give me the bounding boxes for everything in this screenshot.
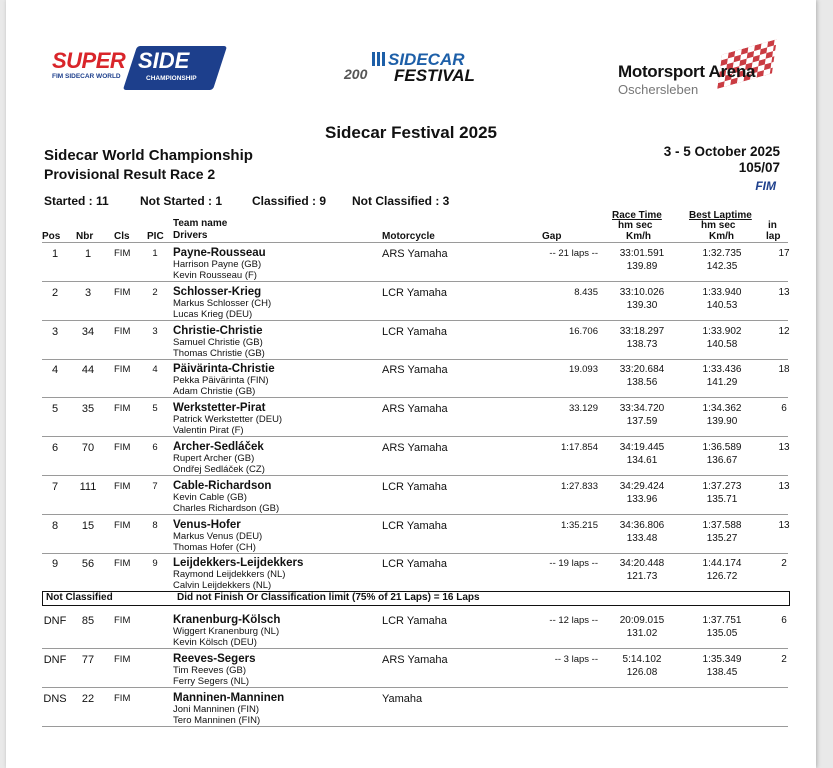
result-number: 34 bbox=[81, 325, 95, 338]
driver-2: Calvin Leijdekkers (NL) bbox=[173, 580, 272, 592]
best-lap-number: 12 bbox=[778, 325, 790, 337]
result-number: 56 bbox=[81, 558, 95, 571]
result-pos: DNS bbox=[43, 692, 67, 705]
race-speed: 138.56 bbox=[626, 377, 658, 389]
result-pos: 7 bbox=[51, 480, 59, 493]
table-row bbox=[42, 610, 788, 649]
result-number: 35 bbox=[81, 403, 95, 416]
result-number: 111 bbox=[79, 480, 97, 493]
result-pos: 9 bbox=[51, 558, 59, 571]
logo-text: SIDECAR bbox=[388, 50, 465, 69]
best-lap-speed: 136.67 bbox=[706, 455, 738, 466]
race-time: 34:19.445 bbox=[619, 442, 665, 453]
best-laptime: 1:36.589 bbox=[702, 442, 742, 453]
result-class: FIM bbox=[114, 692, 131, 704]
race-speed: 137.59 bbox=[626, 416, 658, 428]
document-number: 105/07 bbox=[738, 160, 780, 175]
race-speed: 121.73 bbox=[626, 571, 658, 583]
header-gap: Gap bbox=[542, 231, 562, 242]
header-best-speed-units: Km/h bbox=[709, 231, 734, 242]
best-lap-speed: 135.71 bbox=[706, 493, 738, 505]
best-laptime: 1:33.940 bbox=[702, 286, 742, 298]
best-laptime: 1:33.436 bbox=[702, 364, 742, 376]
best-laptime: 1:37.751 bbox=[702, 615, 742, 626]
team-name: Werkstetter-Pirat bbox=[173, 402, 266, 415]
best-lap-number: 2 bbox=[781, 653, 787, 665]
result-pos: DNF bbox=[43, 653, 67, 666]
result-pos: 1 bbox=[51, 248, 59, 260]
best-lap-number: 2 bbox=[781, 558, 787, 570]
team-name: Leijdekkers-Leijdekkers bbox=[173, 557, 304, 570]
table-row bbox=[42, 282, 788, 321]
race-time: 33:20.684 bbox=[619, 364, 665, 376]
logo-subtext: Oschersleben bbox=[618, 82, 699, 97]
result-gap: 19.093 bbox=[568, 364, 598, 376]
table-row bbox=[42, 688, 788, 727]
result-pos: 5 bbox=[51, 403, 59, 416]
result-pic: 2 bbox=[152, 286, 158, 298]
motorcycle: ARS Yamaha bbox=[382, 248, 448, 260]
table-row bbox=[42, 476, 788, 515]
result-class: FIM bbox=[114, 519, 131, 531]
result-number: 77 bbox=[81, 653, 95, 666]
result-pic: 1 bbox=[152, 248, 158, 259]
result-pos: 2 bbox=[51, 286, 59, 299]
result-gap: -- 12 laps -- bbox=[549, 615, 598, 626]
result-class: FIM bbox=[114, 248, 131, 259]
result-pos: 8 bbox=[51, 519, 59, 532]
result-pic: 4 bbox=[152, 364, 158, 376]
result-number: 22 bbox=[81, 692, 95, 705]
driver-2: Tero Manninen (FIN) bbox=[173, 714, 261, 726]
best-lap-number: 13 bbox=[778, 519, 790, 531]
result-gap: 1:27.833 bbox=[561, 480, 598, 492]
result-class: FIM bbox=[114, 364, 131, 376]
best-lap-number: 6 bbox=[781, 403, 787, 415]
team-name: Archer-Sedláček bbox=[173, 441, 264, 453]
header-team-name: Team name bbox=[173, 218, 228, 229]
stat-started: Started : 11 bbox=[44, 194, 109, 208]
best-lap-speed: 135.27 bbox=[706, 532, 738, 544]
driver-1: Joni Manninen (FIN) bbox=[173, 703, 260, 715]
championship-title: Sidecar World Championship bbox=[44, 147, 253, 164]
race-time: 34:29.424 bbox=[619, 480, 665, 492]
result-number: 1 bbox=[84, 248, 92, 260]
logo-text: SIDE bbox=[138, 48, 190, 73]
logo-stripes bbox=[372, 52, 386, 66]
best-lap-speed: 140.58 bbox=[706, 338, 738, 350]
best-laptime: 1:33.902 bbox=[702, 325, 742, 337]
driver-2: Charles Richardson (GB) bbox=[173, 502, 280, 514]
header-drivers: Drivers bbox=[173, 230, 208, 241]
driver-1: Kevin Cable (GB) bbox=[173, 491, 247, 503]
race-time: 34:20.448 bbox=[619, 558, 665, 570]
table-row bbox=[42, 515, 788, 554]
result-number: 85 bbox=[81, 615, 95, 627]
header-best-lap-units: hm sec bbox=[701, 220, 736, 231]
driver-2: Lucas Krieg (DEU) bbox=[173, 308, 253, 320]
team-name: Christie-Christie bbox=[173, 324, 263, 337]
table-row bbox=[42, 553, 788, 592]
header-motorcycle: Motorcycle bbox=[382, 231, 435, 242]
header-nbr: Nbr bbox=[76, 231, 94, 242]
logo-subtext: FIM SIDECAR WORLD bbox=[52, 73, 121, 80]
motorcycle: ARS Yamaha bbox=[382, 403, 448, 416]
driver-2: Kevin Rousseau (F) bbox=[173, 270, 257, 281]
result-gap: 33.129 bbox=[568, 403, 598, 415]
driver-1: Rupert Archer (GB) bbox=[173, 453, 255, 464]
stat-not-started: Not Started : 1 bbox=[140, 194, 223, 208]
result-title: Provisional Result Race 2 bbox=[44, 166, 216, 182]
logo-number: 200 bbox=[344, 66, 368, 82]
race-speed: 126.08 bbox=[626, 666, 658, 678]
result-pic: 3 bbox=[152, 325, 158, 337]
race-speed: 134.61 bbox=[626, 455, 658, 466]
best-laptime: 1:32.735 bbox=[702, 248, 742, 259]
race-time: 33:18.297 bbox=[619, 325, 665, 337]
sidecar-festival-logo bbox=[342, 50, 492, 90]
result-number: 3 bbox=[84, 286, 92, 299]
event-title: Sidecar Festival 2025 bbox=[324, 123, 497, 142]
fim-logo: FIM bbox=[755, 179, 776, 193]
result-class: FIM bbox=[114, 480, 131, 492]
driver-1: Tim Reeves (GB) bbox=[173, 664, 247, 676]
result-pos: 6 bbox=[51, 442, 59, 454]
driver-1: Harrison Payne (GB) bbox=[173, 259, 262, 270]
team-name: Payne-Rousseau bbox=[173, 247, 266, 259]
driver-1: Raymond Leijdekkers (NL) bbox=[173, 569, 286, 581]
logo-text: FESTIVAL bbox=[394, 66, 475, 85]
header-lap: lap bbox=[766, 231, 781, 242]
result-class: FIM bbox=[114, 286, 131, 298]
driver-2: Thomas Hofer (CH) bbox=[173, 541, 256, 553]
team-name: Päivärinta-Christie bbox=[173, 363, 275, 376]
result-number: 44 bbox=[81, 364, 95, 377]
logo-text: Motorsport Arena bbox=[618, 62, 756, 81]
race-speed: 139.89 bbox=[626, 261, 658, 272]
header-best-lap: Best Laptime bbox=[689, 210, 752, 221]
not-classified-banner bbox=[42, 591, 790, 606]
result-pic: 8 bbox=[152, 519, 158, 531]
race-time: 33:10.026 bbox=[619, 286, 665, 298]
result-pic: 9 bbox=[152, 558, 158, 570]
table-row bbox=[42, 649, 788, 688]
stat-not-classified: Not Classified : 3 bbox=[352, 194, 450, 208]
best-laptime: 1:37.588 bbox=[702, 519, 742, 531]
motorcycle: LCR Yamaha bbox=[382, 480, 448, 493]
motorcycle: LCR Yamaha bbox=[382, 286, 448, 299]
header-pos: Pos bbox=[42, 231, 61, 242]
result-gap: -- 3 laps -- bbox=[554, 653, 598, 665]
result-class: FIM bbox=[114, 442, 131, 453]
race-time: 33:34.720 bbox=[619, 403, 665, 415]
team-name: Schlosser-Krieg bbox=[173, 285, 262, 298]
best-lap-number: 18 bbox=[778, 364, 790, 376]
result-class: FIM bbox=[114, 653, 131, 665]
best-lap-number: 13 bbox=[778, 286, 790, 298]
header-race-speed-units: Km/h bbox=[626, 231, 651, 242]
driver-2: Kevin Kölsch (DEU) bbox=[173, 637, 257, 648]
table-row bbox=[42, 243, 788, 282]
motorsport-arena-logo bbox=[616, 46, 776, 98]
driver-1: Markus Schlosser (CH) bbox=[173, 297, 272, 309]
header-pic: PIC bbox=[147, 231, 164, 242]
result-gap: 1:17.854 bbox=[561, 442, 598, 453]
result-class: FIM bbox=[114, 325, 131, 337]
best-lap-number: 6 bbox=[781, 615, 787, 626]
header-race-time: Race Time bbox=[612, 210, 662, 221]
best-lap-number: 13 bbox=[778, 442, 790, 453]
driver-1: Samuel Christie (GB) bbox=[173, 336, 263, 348]
race-stats bbox=[44, 194, 449, 208]
result-pos: DNF bbox=[43, 615, 67, 627]
motorcycle: ARS Yamaha bbox=[382, 653, 448, 666]
driver-2: Valentin Pirat (F) bbox=[173, 425, 244, 437]
table-row bbox=[42, 359, 788, 398]
best-laptime: 1:34.362 bbox=[702, 403, 742, 415]
driver-2: Ondřej Sedláček (CZ) bbox=[173, 464, 265, 475]
team-name: Reeves-Segers bbox=[173, 652, 256, 665]
race-speed: 133.96 bbox=[626, 493, 658, 505]
motorcycle: Yamaha bbox=[382, 692, 423, 705]
not-classified-label: Not Classified bbox=[46, 592, 113, 603]
best-lap-number: 17 bbox=[778, 248, 790, 259]
result-number: 70 bbox=[81, 442, 95, 454]
header-race-time-units: hm sec bbox=[618, 220, 653, 231]
best-lap-speed: 138.45 bbox=[706, 666, 738, 678]
race-speed: 139.30 bbox=[626, 299, 658, 311]
driver-1: Pekka Päivärinta (FIN) bbox=[173, 375, 269, 387]
result-gap: 8.435 bbox=[574, 286, 598, 298]
best-lap-speed: 139.90 bbox=[706, 416, 738, 428]
driver-2: Adam Christie (GB) bbox=[173, 386, 256, 398]
result-gap: 16.706 bbox=[568, 325, 598, 337]
header-in: in bbox=[768, 220, 777, 231]
best-laptime: 1:35.349 bbox=[702, 653, 742, 665]
not-classified-text: Did not Finish Or Classification limit (75% of 21 Laps) = 16 Laps bbox=[177, 592, 480, 603]
best-lap-speed: 126.72 bbox=[706, 571, 738, 583]
team-name: Cable-Richardson bbox=[173, 479, 272, 492]
result-class: FIM bbox=[114, 615, 131, 626]
team-name: Kranenburg-Kölsch bbox=[173, 614, 281, 626]
result-pic: 7 bbox=[152, 480, 158, 492]
header-cls: Cls bbox=[114, 231, 130, 242]
result-pos: 3 bbox=[51, 325, 59, 338]
best-laptime: 1:44.174 bbox=[702, 558, 742, 570]
race-time: 34:36.806 bbox=[619, 519, 665, 531]
team-name: Venus-Hofer bbox=[173, 518, 241, 531]
result-pic: 5 bbox=[152, 403, 158, 415]
best-lap-speed: 142.35 bbox=[706, 261, 738, 272]
best-laptime: 1:37.273 bbox=[702, 480, 742, 492]
event-dates: 3 - 5 October 2025 bbox=[663, 144, 780, 159]
driver-2: Thomas Christie (GB) bbox=[173, 347, 265, 359]
result-gap: -- 19 laps -- bbox=[549, 558, 598, 570]
logo-subtext: CHAMPIONSHIP bbox=[146, 75, 197, 82]
table-row bbox=[42, 398, 788, 437]
superside-logo bbox=[46, 44, 222, 94]
best-lap-speed: 141.29 bbox=[706, 377, 738, 389]
race-time: 20:09.015 bbox=[619, 615, 665, 626]
motorcycle: ARS Yamaha bbox=[382, 364, 448, 377]
best-lap-speed: 135.05 bbox=[706, 628, 738, 639]
driver-1: Wiggert Kranenburg (NL) bbox=[173, 626, 280, 637]
result-sheet bbox=[6, 0, 816, 768]
race-speed: 138.73 bbox=[626, 338, 658, 350]
result-pos: 4 bbox=[51, 364, 59, 377]
motorcycle: LCR Yamaha bbox=[382, 615, 448, 627]
logo-text: SUPER bbox=[52, 48, 126, 73]
driver-1: Markus Venus (DEU) bbox=[173, 530, 263, 542]
stat-classified: Classified : 9 bbox=[252, 194, 327, 208]
result-class: FIM bbox=[114, 558, 131, 570]
best-lap-speed: 140.53 bbox=[706, 299, 738, 311]
motorcycle: LCR Yamaha bbox=[382, 325, 448, 338]
team-name: Manninen-Manninen bbox=[173, 691, 285, 704]
table-row bbox=[42, 321, 788, 360]
race-time: 5:14.102 bbox=[622, 653, 662, 665]
race-time: 33:01.591 bbox=[619, 248, 665, 259]
race-speed: 131.02 bbox=[626, 628, 658, 639]
result-pic: 6 bbox=[152, 442, 158, 453]
motorcycle: LCR Yamaha bbox=[382, 558, 448, 571]
driver-2: Ferry Segers (NL) bbox=[173, 675, 250, 687]
race-speed: 133.48 bbox=[626, 532, 658, 544]
result-gap: 1:35.215 bbox=[561, 519, 598, 531]
result-class: FIM bbox=[114, 403, 131, 415]
table-row bbox=[42, 437, 788, 476]
best-lap-number: 13 bbox=[778, 480, 790, 492]
result-number: 15 bbox=[81, 519, 95, 532]
result-gap: -- 21 laps -- bbox=[549, 248, 598, 259]
motorcycle: ARS Yamaha bbox=[382, 442, 448, 454]
driver-1: Patrick Werkstetter (DEU) bbox=[173, 414, 283, 426]
motorcycle: LCR Yamaha bbox=[382, 519, 448, 532]
